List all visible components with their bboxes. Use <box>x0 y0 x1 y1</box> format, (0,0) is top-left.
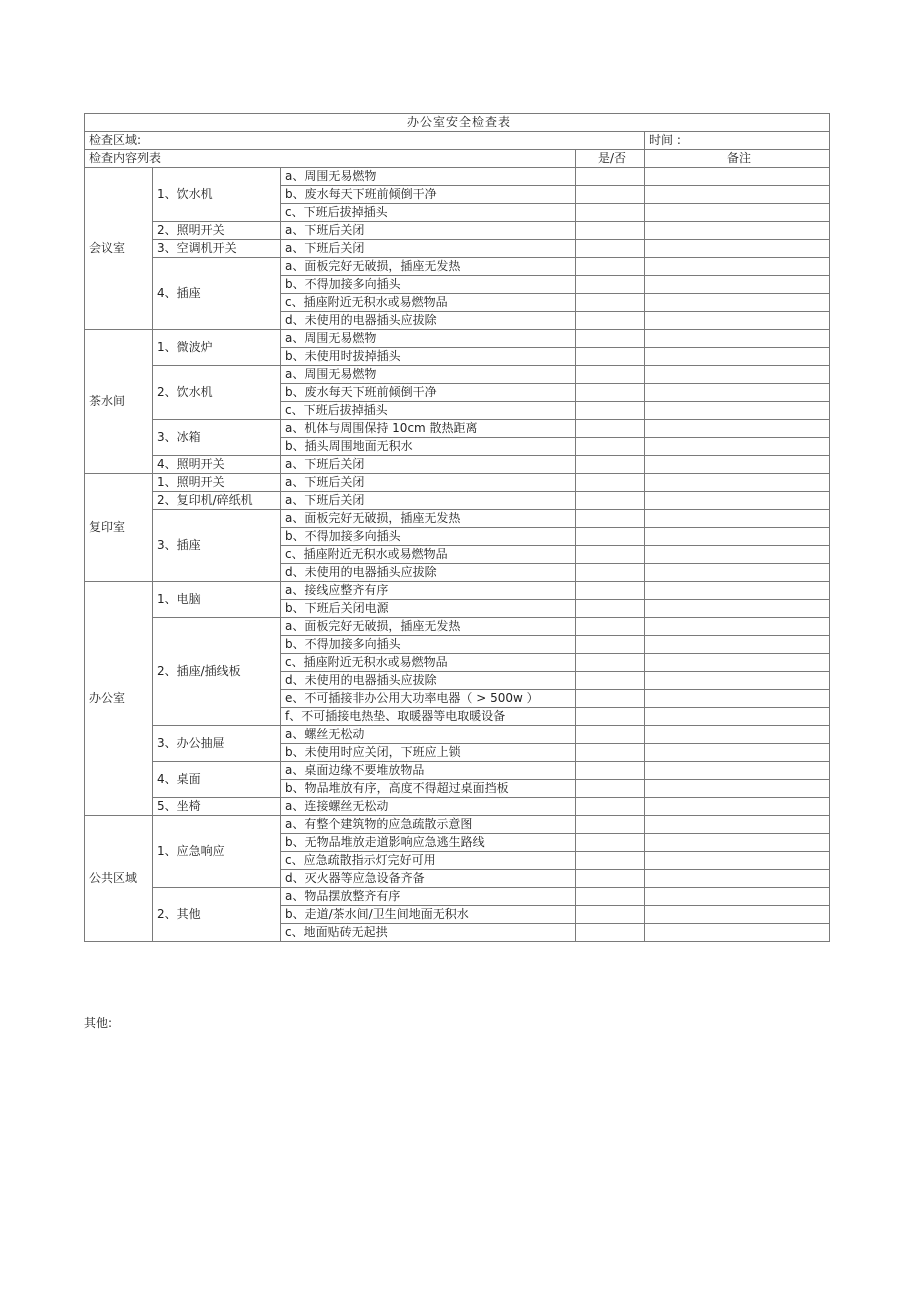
check-criterion: b、物品堆放有序，高度不得超过桌面挡板 <box>281 780 576 798</box>
remarks-cell[interactable] <box>645 852 830 870</box>
item-name: 4、桌面 <box>153 762 281 798</box>
remarks-cell[interactable] <box>645 690 830 708</box>
remarks-cell[interactable] <box>645 258 830 276</box>
check-criterion: c、插座附近无积水或易燃物品 <box>281 654 576 672</box>
check-criterion: d、未使用的电器插头应拔除 <box>281 312 576 330</box>
yes-no-cell[interactable] <box>576 564 645 582</box>
table-row <box>85 726 830 744</box>
remarks-cell[interactable] <box>645 582 830 600</box>
yes-no-cell[interactable] <box>576 240 645 258</box>
check-criterion: a、下班后关闭 <box>281 492 576 510</box>
check-criterion: a、下班后关闭 <box>281 240 576 258</box>
item-name: 3、冰箱 <box>153 420 281 456</box>
check-criterion: b、废水每天下班前倾倒干净 <box>281 186 576 204</box>
check-criterion: a、周围无易燃物 <box>281 366 576 384</box>
remarks-cell[interactable] <box>645 276 830 294</box>
check-criterion: c、地面贴砖无起拱 <box>281 924 576 942</box>
remarks-cell[interactable] <box>645 546 830 564</box>
yes-no-cell[interactable] <box>576 888 645 906</box>
yes-no-header: 是/否 <box>576 150 645 168</box>
remarks-cell[interactable] <box>645 780 830 798</box>
remarks-cell[interactable] <box>645 168 830 186</box>
remarks-cell[interactable] <box>645 384 830 402</box>
content-header: 检查内容列表 <box>85 150 576 168</box>
remarks-cell[interactable] <box>645 744 830 762</box>
remarks-cell[interactable] <box>645 330 830 348</box>
table-row <box>85 618 830 636</box>
remarks-cell[interactable] <box>645 618 830 636</box>
check-criterion: a、周围无易燃物 <box>281 330 576 348</box>
area-label[interactable]: 检查区域: <box>85 132 645 150</box>
check-criterion: b、不得加接多向插头 <box>281 636 576 654</box>
check-criterion: b、未使用时应关闭，下班应上锁 <box>281 744 576 762</box>
yes-no-cell[interactable] <box>576 798 645 816</box>
check-criterion: a、桌面边缘不要堆放物品 <box>281 762 576 780</box>
table-row <box>85 258 830 276</box>
item-name: 1、电脑 <box>153 582 281 618</box>
remarks-cell[interactable] <box>645 510 830 528</box>
table-row <box>85 366 830 384</box>
time-label[interactable]: 时间 : <box>645 132 830 150</box>
yes-no-cell[interactable] <box>576 744 645 762</box>
remarks-cell[interactable] <box>645 402 830 420</box>
item-name: 2、复印机/碎纸机 <box>153 492 281 510</box>
safety-checklist <box>84 113 829 942</box>
yes-no-cell[interactable] <box>576 168 645 186</box>
area-name: 公共区域 <box>85 816 153 942</box>
item-name: 3、办公抽屉 <box>153 726 281 762</box>
check-criterion: a、面板完好无破损，插座无发热 <box>281 258 576 276</box>
check-criterion: b、插头周围地面无积水 <box>281 438 576 456</box>
yes-no-cell[interactable] <box>576 726 645 744</box>
table-row <box>85 492 830 510</box>
check-criterion: d、未使用的电器插头应拔除 <box>281 564 576 582</box>
table-row <box>85 474 830 492</box>
yes-no-cell[interactable] <box>576 348 645 366</box>
title-row <box>85 114 830 132</box>
remarks-cell[interactable] <box>645 906 830 924</box>
yes-no-cell[interactable] <box>576 618 645 636</box>
yes-no-cell[interactable] <box>576 510 645 528</box>
table-row <box>85 168 830 186</box>
yes-no-cell[interactable] <box>576 456 645 474</box>
check-criterion: a、下班后关闭 <box>281 222 576 240</box>
item-name: 1、饮水机 <box>153 168 281 222</box>
yes-no-cell[interactable] <box>576 870 645 888</box>
check-criterion: a、接线应整齐有序 <box>281 582 576 600</box>
column-header-row <box>85 150 830 168</box>
remarks-cell[interactable] <box>645 294 830 312</box>
area-time-row <box>85 132 830 150</box>
check-criterion: b、不得加接多向插头 <box>281 276 576 294</box>
yes-no-cell[interactable] <box>576 186 645 204</box>
table-row <box>85 798 830 816</box>
remarks-cell[interactable] <box>645 312 830 330</box>
remarks-cell[interactable] <box>645 528 830 546</box>
area-name: 复印室 <box>85 474 153 582</box>
remarks-cell[interactable] <box>645 222 830 240</box>
remarks-cell[interactable] <box>645 492 830 510</box>
remarks-cell[interactable] <box>645 924 830 942</box>
yes-no-cell[interactable] <box>576 474 645 492</box>
item-name: 3、空调机开关 <box>153 240 281 258</box>
table-row <box>85 888 830 906</box>
yes-no-cell[interactable] <box>576 528 645 546</box>
check-criterion: f、不可插接电热垫、取暖器等电取暖设备 <box>281 708 576 726</box>
remarks-cell[interactable] <box>645 834 830 852</box>
remarks-cell[interactable] <box>645 456 830 474</box>
check-criterion: c、下班后拔掉插头 <box>281 204 576 222</box>
item-name: 1、应急响应 <box>153 816 281 888</box>
check-criterion: a、周围无易燃物 <box>281 168 576 186</box>
yes-no-cell[interactable] <box>576 492 645 510</box>
remarks-cell[interactable] <box>645 438 830 456</box>
check-criterion: c、插座附近无积水或易燃物品 <box>281 294 576 312</box>
yes-no-cell[interactable] <box>576 780 645 798</box>
check-criterion: c、应急疏散指示灯完好可用 <box>281 852 576 870</box>
remarks-cell[interactable] <box>645 798 830 816</box>
check-criterion: a、有整个建筑物的应急疏散示意图 <box>281 816 576 834</box>
table-row <box>85 762 830 780</box>
check-criterion: a、物品摆放整齐有序 <box>281 888 576 906</box>
item-name: 2、照明开关 <box>153 222 281 240</box>
yes-no-cell[interactable] <box>576 204 645 222</box>
check-criterion: d、灭火器等应急设备齐备 <box>281 870 576 888</box>
yes-no-cell[interactable] <box>576 330 645 348</box>
yes-no-cell[interactable] <box>576 636 645 654</box>
item-name: 2、其他 <box>153 888 281 942</box>
remarks-cell[interactable] <box>645 888 830 906</box>
item-name: 2、插座/插线板 <box>153 618 281 726</box>
item-name: 5、坐椅 <box>153 798 281 816</box>
item-name: 1、照明开关 <box>153 474 281 492</box>
yes-no-cell[interactable] <box>576 402 645 420</box>
yes-no-cell[interactable] <box>576 600 645 618</box>
remarks-cell[interactable] <box>645 672 830 690</box>
yes-no-cell[interactable] <box>576 690 645 708</box>
page-title: 办公室安全检查表 <box>85 114 830 132</box>
remarks-header: 备注 <box>645 150 830 168</box>
check-criterion: a、下班后关闭 <box>281 474 576 492</box>
table-row <box>85 240 830 258</box>
yes-no-cell[interactable] <box>576 762 645 780</box>
remarks-cell[interactable] <box>645 708 830 726</box>
check-criterion: b、走道/茶水间/卫生间地面无积水 <box>281 906 576 924</box>
check-criterion: a、下班后关闭 <box>281 456 576 474</box>
table-row <box>85 222 830 240</box>
yes-no-cell[interactable] <box>576 582 645 600</box>
check-criterion: b、废水每天下班前倾倒干净 <box>281 384 576 402</box>
area-name: 办公室 <box>85 582 153 816</box>
remarks-cell[interactable] <box>645 636 830 654</box>
other-notes-label: 其他: <box>84 1016 113 1030</box>
remarks-cell[interactable] <box>645 726 830 744</box>
remarks-cell[interactable] <box>645 600 830 618</box>
area-name: 茶水间 <box>85 330 153 474</box>
remarks-cell[interactable] <box>645 654 830 672</box>
table-row <box>85 330 830 348</box>
remarks-cell[interactable] <box>645 366 830 384</box>
check-criterion: b、未使用时拔掉插头 <box>281 348 576 366</box>
table-row <box>85 582 830 600</box>
yes-no-cell[interactable] <box>576 834 645 852</box>
check-criterion: a、连接螺丝无松动 <box>281 798 576 816</box>
item-name: 4、插座 <box>153 258 281 330</box>
yes-no-cell[interactable] <box>576 258 645 276</box>
yes-no-cell[interactable] <box>576 546 645 564</box>
yes-no-cell[interactable] <box>576 222 645 240</box>
table-row <box>85 456 830 474</box>
remarks-cell[interactable] <box>645 564 830 582</box>
yes-no-cell[interactable] <box>576 420 645 438</box>
item-name: 4、照明开关 <box>153 456 281 474</box>
remarks-cell[interactable] <box>645 816 830 834</box>
item-name: 3、插座 <box>153 510 281 582</box>
table-row <box>85 816 830 834</box>
remarks-cell[interactable] <box>645 762 830 780</box>
yes-no-cell[interactable] <box>576 924 645 942</box>
yes-no-cell[interactable] <box>576 708 645 726</box>
item-name: 2、饮水机 <box>153 366 281 420</box>
check-criterion: a、面板完好无破损，插座无发热 <box>281 618 576 636</box>
area-name: 会议室 <box>85 168 153 330</box>
remarks-cell[interactable] <box>645 186 830 204</box>
remarks-cell[interactable] <box>645 204 830 222</box>
remarks-cell[interactable] <box>645 420 830 438</box>
yes-no-cell[interactable] <box>576 366 645 384</box>
table-row <box>85 420 830 438</box>
check-criterion: a、机体与周围保持 10cm 散热距离 <box>281 420 576 438</box>
yes-no-cell[interactable] <box>576 816 645 834</box>
remarks-cell[interactable] <box>645 348 830 366</box>
check-criterion: a、面板完好无破损，插座无发热 <box>281 510 576 528</box>
table-row <box>85 510 830 528</box>
yes-no-cell[interactable] <box>576 312 645 330</box>
check-criterion: c、插座附近无积水或易燃物品 <box>281 546 576 564</box>
check-criterion: b、无物品堆放走道影响应急逃生路线 <box>281 834 576 852</box>
checklist-table <box>84 113 830 942</box>
yes-no-cell[interactable] <box>576 672 645 690</box>
item-name: 1、微波炉 <box>153 330 281 366</box>
check-criterion: d、未使用的电器插头应拔除 <box>281 672 576 690</box>
check-criterion: b、不得加接多向插头 <box>281 528 576 546</box>
yes-no-cell[interactable] <box>576 906 645 924</box>
check-criterion: a、螺丝无松动 <box>281 726 576 744</box>
yes-no-cell[interactable] <box>576 276 645 294</box>
yes-no-cell[interactable] <box>576 852 645 870</box>
check-criterion: e、不可插接非办公用大功率电器（ > 500w ） <box>281 690 576 708</box>
remarks-cell[interactable] <box>645 474 830 492</box>
yes-no-cell[interactable] <box>576 294 645 312</box>
yes-no-cell[interactable] <box>576 384 645 402</box>
yes-no-cell[interactable] <box>576 654 645 672</box>
yes-no-cell[interactable] <box>576 438 645 456</box>
check-criterion: c、下班后拔掉插头 <box>281 402 576 420</box>
remarks-cell[interactable] <box>645 870 830 888</box>
check-criterion: b、下班后关闭电源 <box>281 600 576 618</box>
remarks-cell[interactable] <box>645 240 830 258</box>
